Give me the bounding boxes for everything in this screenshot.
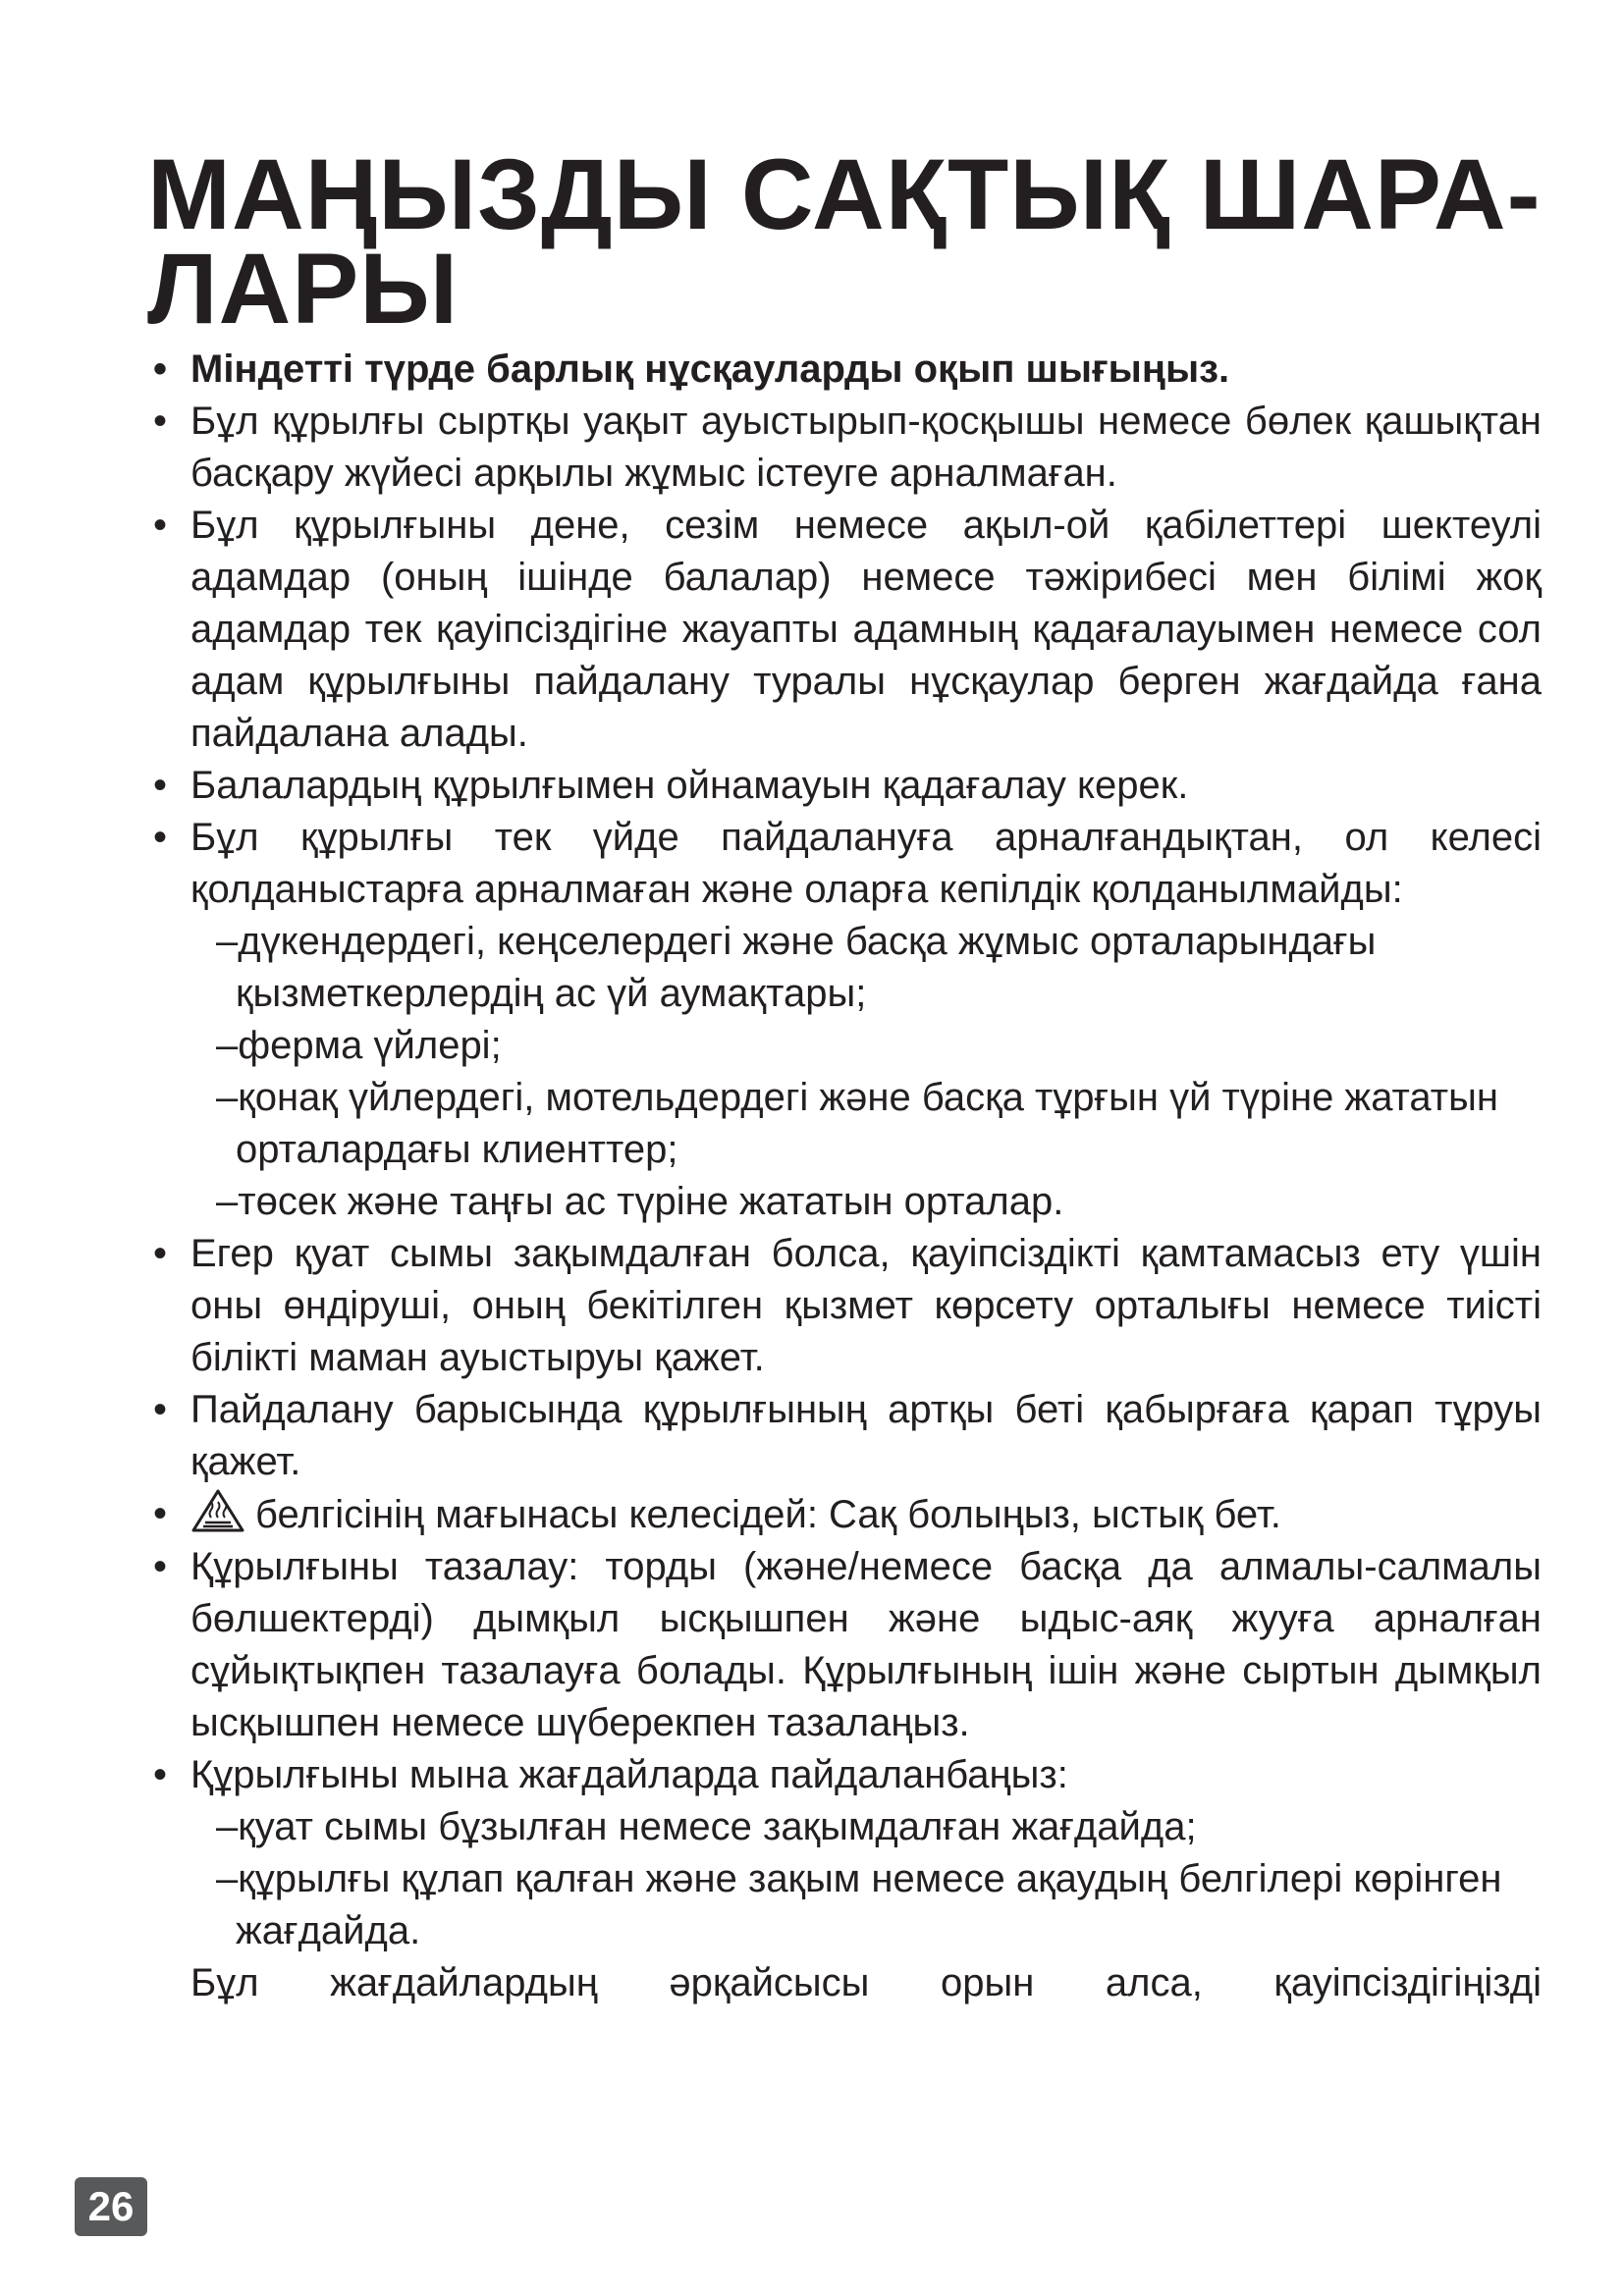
sub-item: –қуат сымы бұзылған немесе зақымдалған жағдайда; [216,1805,1197,1848]
sub-item: –дүкендердегі, кеңселердегі және басқа жұмыс орталарындағы қызметкерлердің ас үй аумақтары; [216,920,1377,1015]
page-title [147,138,1571,345]
bullet-hot-surface [147,1488,1542,1541]
sub-item: –қонақ үйлердегі, мотельдердегі және басқа тұрғын үй түріне жататын орталардағы клиенттер; [216,1076,1498,1171]
bullet-back-to-wall: • Пайдалану барысында құрылғының артқы беті қабырғаға қарап тұруы қажет. [147,1384,1542,1488]
sub-item: –ферма үйлері; [216,1024,502,1067]
sub-item: –төсек және таңғы ас түріне жататын орталар. [216,1180,1064,1223]
bullet-read-instructions: • Міндетті түрде барлық нұсқауларды оқып шығыңыз. [147,344,1542,396]
bullet-children: • Балалардың құрылғымен ойнамауын қадағалау керек. [147,760,1542,812]
bullet-cleaning: • Құрылғыны тазалау: торды (және/немесе басқа да алмалы-салмалы бөлшектерді) дымқыл ысқышпен және ыдыс-аяқ жууға арналған сұйықтықпен тазалауға болады. Құрылғының ішін және сыртын дымқыл ысқышпен немесе шүберекпен тазалаңыз. [147,1541,1542,1749]
page-number: 26 [75,2177,147,2236]
bullet-power-cord: • Егер қуат сымы зақымдалған болса, қауіпсіздікті қамтамасыз ету үшін оны өндіруші, оның бекітілген қызмет көрсету орталығы немесе тиісті білікті маман ауыстыруы қажет. [147,1228,1542,1384]
bullet-do-not-use: • Құрылғыны мына жағдайларда пайдаланбаңыз: [147,1749,1542,1801]
safety-list [147,344,1542,2009]
sub-item: –құрылғы құлап қалған және зақым немесе ақаудың белгілері көрінген жағдайда. [216,1857,1502,1952]
page-title-line2: ЛАРЫ [147,233,460,345]
bullet-supervision: • Бұл құрылғыны дене, сезім немесе ақыл-ой қабілеттері шектеулі адамдар (оның ішінде балалар) немесе тәжірибесі мен білімі жоқ адамдар тек қауіпсіздігіне жауапты адамның қадағалауымен немесе сол адам құрылғыны пайдалану туралы нұсқаулар берген жағдайда ғана пайдалана алады. [147,500,1542,760]
tail-text: Бұл жағдайлардың әрқайсысы орын алса, қауіпсіздігіңізді [190,1961,1542,2004]
bullet-no-timer: • Бұл құрылғы сыртқы уақыт ауыстырып-қосқышы немесе бөлек қашықтан басқару жүйесі арқылы жұмыс істеуге арналмаған. [147,396,1542,500]
hot-surface-text: белгісінің мағынасы келесідей: Сақ болыңыз, ыстық бет. [255,1493,1281,1536]
page-title-line1: МАҢЫЗДЫ САҚТЫҚ ШАРА- [147,138,1542,250]
hot-surface-warning-icon [190,1488,245,1533]
bullet-household-use: • Бұл құрылғы тек үйде пайдалануға арналғандықтан, ол келесі қолданыстарға арналмаған және оларға кепілдік қолданылмайды: [147,812,1542,916]
